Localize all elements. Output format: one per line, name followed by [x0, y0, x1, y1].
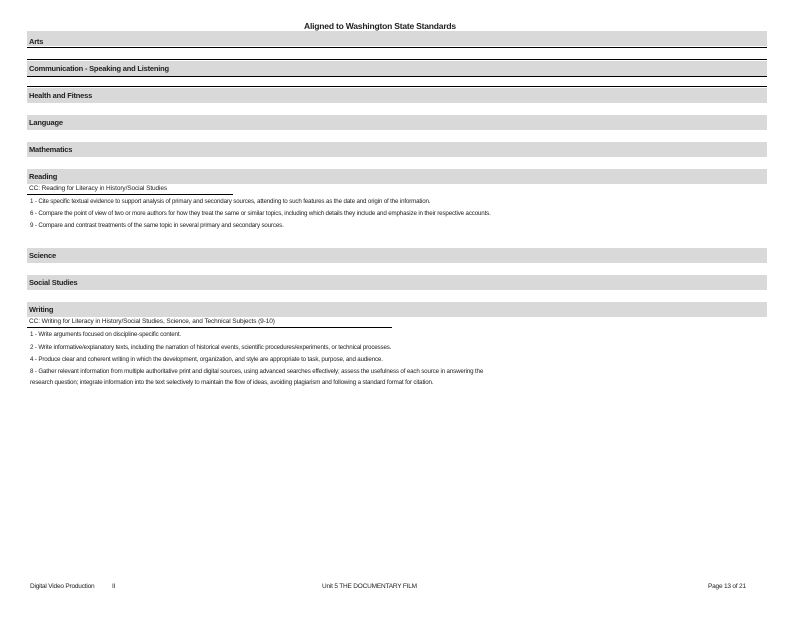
section-health [27, 88, 767, 103]
section-mathematics [27, 142, 767, 157]
writing-item: 8 - Gather relevant information from multiple authoritative print and digital sources, using advanced searches effectively; assess the usefulness of each source in answering the [30, 368, 484, 375]
footer-page-number: Page 13 of 21 [708, 583, 746, 590]
section-label: Language [29, 118, 63, 127]
divider [27, 86, 767, 87]
section-language [27, 115, 767, 130]
section-label: Writing [29, 305, 54, 314]
divider [27, 59, 767, 60]
page-title: Aligned to Washington State Standards [304, 21, 456, 31]
footer-unit: Unit 5 THE DOCUMENTARY FILM [322, 583, 417, 590]
writing-item: research question; integrate information into the text selectively to maintain the flow of ideas, avoiding plagiarism and following a standard format for citation. [30, 379, 434, 386]
section-arts [27, 31, 767, 46]
subheading-underline [27, 194, 233, 195]
section-reading [27, 169, 767, 184]
section-label: Reading [29, 172, 58, 181]
footer-course: Digital Video Production [30, 583, 95, 590]
section-label: Social Studies [29, 278, 78, 287]
footer-level: II [112, 583, 116, 590]
writing-item: 4 - Produce clear and coherent writing in which the development, organization, and style are appropriate to task, purpose, and audience. [30, 356, 383, 363]
section-science [27, 248, 767, 263]
section-writing [27, 302, 767, 317]
section-social-studies [27, 275, 767, 290]
reading-item: 6 - Compare the point of view of two or more authors for how they treat the same or similar topics, including which details they include and emphasize in their respective accounts. [30, 210, 491, 217]
writing-item: 2 - Write informative/explanatory texts, including the narration of historical events, scientific procedures/experiments, or technical processes. [30, 344, 392, 351]
writing-item: 1 - Write arguments focused on discipline-specific content. [30, 331, 181, 338]
writing-subheading: CC: Writing for Literacy in History/Social Studies, Science, and Technical Subjects (9-10) [29, 318, 275, 325]
section-label: Health and Fitness [29, 91, 93, 100]
divider [27, 76, 767, 77]
reading-item: 9 - Compare and contrast treatments of the same topic in several primary and secondary sources. [30, 222, 284, 229]
section-label: Communication - Speaking and Listening [29, 64, 169, 73]
section-label: Arts [29, 37, 44, 46]
section-label: Mathematics [29, 145, 73, 154]
section-communication [27, 61, 767, 76]
subheading-underline [27, 327, 392, 328]
section-label: Science [29, 251, 56, 260]
reading-item: 1 - Cite specific textual evidence to support analysis of primary and secondary sources, attending to such features as the date and origin of the information. [30, 198, 431, 205]
reading-subheading: CC: Reading for Literacy in History/Social Studies [29, 185, 168, 192]
divider [27, 47, 767, 48]
